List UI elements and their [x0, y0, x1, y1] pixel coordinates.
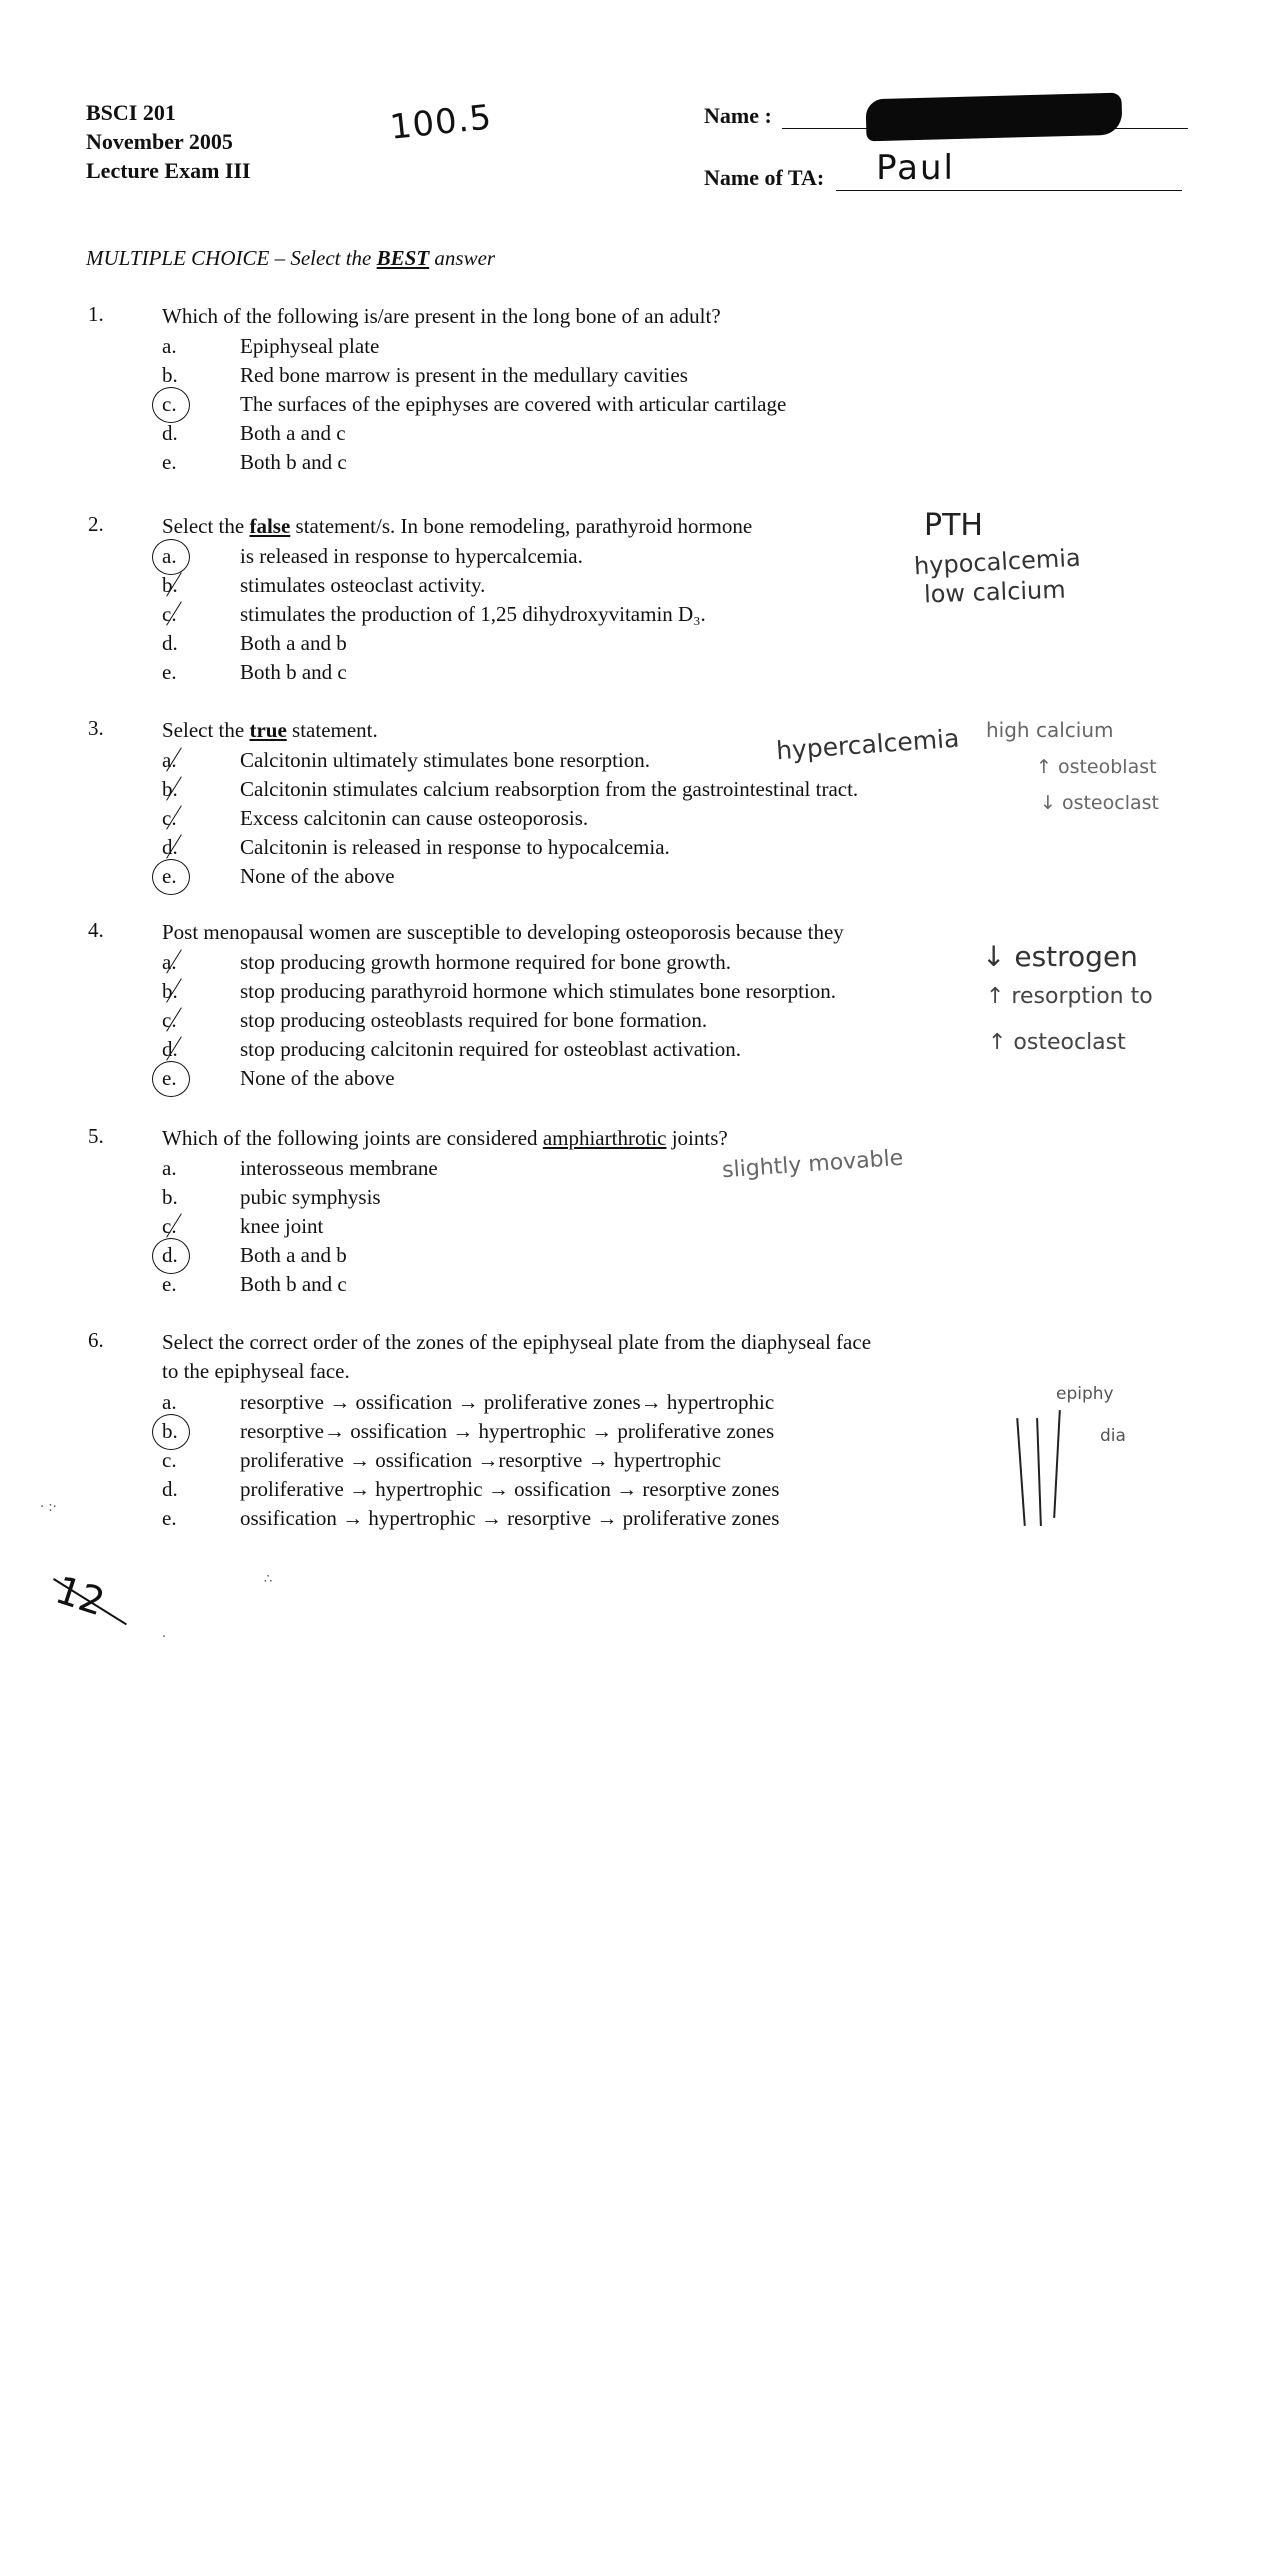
note-epiphy: epiphy — [1056, 1384, 1114, 1404]
note-slightly-movable: slightly movable — [721, 1145, 905, 1184]
handwritten-tally: 12 — [50, 1567, 110, 1625]
stem-text: Select the — [162, 718, 250, 742]
scan-speck: · — [162, 1630, 167, 1645]
option-text: resorptive→ ossification → hypertrophic → proliferative zones — [240, 1419, 775, 1443]
question-stem: Post menopausal women are susceptible to developing osteoporosis because they — [162, 920, 844, 944]
option-text: resorptive → ossification → proliferative zones→ hypertrophic — [240, 1390, 775, 1414]
option-letter-struck: d. — [162, 1035, 202, 1064]
stem-keyword: false — [249, 514, 291, 538]
option-letter-circled: e. — [162, 1064, 202, 1093]
option-text: Epiphyseal plate — [240, 334, 380, 358]
option-text: Calcitonin is released in response to hypocalcemia. — [240, 835, 670, 859]
option-text: proliferative → hypertrophic → ossification → resorptive zones — [240, 1477, 780, 1501]
question-stem — [162, 1124, 1042, 1153]
option-letter: a. — [162, 1390, 177, 1414]
option-text: Both b and c — [240, 660, 347, 684]
question-stem — [162, 1328, 1042, 1386]
option-letter: a. — [162, 1156, 177, 1180]
option-letter-circled: b. — [162, 1417, 202, 1446]
handwritten-marks — [1010, 1418, 1070, 1528]
option-letter-struck: a. — [162, 746, 202, 775]
course-code: BSCI 201 — [86, 100, 176, 125]
exam-date: November 2005 — [86, 129, 233, 154]
option-letter-struck: c. — [162, 600, 202, 629]
note-osteoclast-down: ↓ osteoclast — [1040, 792, 1159, 814]
stem-text: Select the — [162, 514, 250, 538]
option-text: Excess calcitonin can cause osteoporosis. — [240, 806, 589, 830]
option-text: Calcitonin stimulates calcium reabsorption from the gastrointestinal tract. — [240, 777, 859, 801]
stem-text: statement. — [286, 718, 378, 742]
option-text: Red bone marrow is present in the medullary cavities — [240, 363, 688, 387]
option-text: stop producing parathyroid hormone which stimulates bone resorption. — [240, 979, 837, 1003]
note-hypocalcemia: hypocalcemia — [913, 543, 1082, 581]
question-number: 3. — [88, 716, 104, 740]
option-text: Both a and b — [240, 631, 347, 655]
stem-text: statement/s. In bone remodeling, parathyroid hormone — [290, 514, 753, 538]
option-letter: a. — [162, 334, 177, 358]
option-letter-struck: b. — [162, 775, 202, 804]
stem-text: joints? — [666, 1126, 728, 1150]
option-text: is released in response to hypercalcemia. — [240, 544, 583, 568]
option-letter: e. — [162, 660, 177, 684]
instructions-suffix: answer — [429, 246, 496, 270]
option-letter: e. — [162, 450, 177, 474]
option-letter: b. — [162, 1185, 178, 1209]
note-hypercalcemia: hypercalcemia — [775, 723, 961, 766]
option-text: None of the above — [240, 1066, 395, 1090]
option-letter-circled: a. — [162, 542, 202, 571]
option-letter-struck: b. — [162, 571, 202, 600]
option-text: proliferative → ossification →resorptive → hypertrophic — [240, 1448, 722, 1472]
option-text: stimulates osteoclast activity. — [240, 573, 486, 597]
question-number: 6. — [88, 1328, 104, 1352]
option-letter-struck: a. — [162, 948, 202, 977]
option-text: Both a and b — [240, 1243, 347, 1267]
option-text: ossification → hypertrophic → resorptive → proliferative zones — [240, 1506, 780, 1530]
option-letter-struck: b. — [162, 977, 202, 1006]
instructions — [86, 246, 495, 271]
name-field[interactable] — [782, 98, 1188, 129]
option-letter: b. — [162, 363, 178, 387]
option-letter: e. — [162, 1272, 177, 1296]
option-text: stimulates the production of 1,25 dihydroxyvitamin D₃. — [240, 602, 706, 626]
handwritten-score: 100.5 — [388, 97, 494, 148]
option-letter-circled: e. — [162, 862, 202, 891]
question-number: 5. — [88, 1124, 104, 1148]
instructions-prefix: MULTIPLE CHOICE – Select the — [86, 246, 377, 270]
option-letter: c. — [162, 1448, 177, 1472]
option-letter: d. — [162, 1477, 178, 1501]
option-text: None of the above — [240, 864, 395, 888]
scan-speck: ∴ — [264, 1572, 273, 1587]
option-letter-struck: d. — [162, 833, 202, 862]
name-redaction — [865, 93, 1122, 142]
option-text: knee joint — [240, 1214, 324, 1238]
question-stem — [162, 512, 1042, 541]
option-text: stop producing calcitonin required for osteoblast activation. — [240, 1037, 741, 1061]
scan-speck: · :· — [40, 1500, 57, 1515]
ta-row — [704, 148, 1182, 191]
name-label: Name : — [704, 103, 772, 128]
option-letter: e. — [162, 1506, 177, 1530]
option-text: interosseous membrane — [240, 1156, 438, 1180]
option-text: The surfaces of the epiphyses are covered with articular cartilage — [240, 392, 787, 416]
option-text: stop producing osteoblasts required for bone formation. — [240, 1008, 708, 1032]
option-letter-circled: c. — [162, 390, 202, 419]
stem-line: Select the correct order of the zones of the epiphyseal plate from the diaphyseal face — [162, 1330, 872, 1354]
option-text: Both b and c — [240, 450, 347, 474]
note-osteoblast-up: ↑ osteoblast — [1036, 756, 1157, 778]
option-text: stop producing growth hormone required for bone growth. — [240, 950, 732, 974]
option-text: Both b and c — [240, 1272, 347, 1296]
instructions-best: BEST — [376, 246, 430, 270]
ta-field[interactable] — [836, 148, 1182, 191]
option-text: Both a and c — [240, 421, 346, 445]
note-pth: PTH — [924, 508, 983, 543]
option-letter: d. — [162, 421, 178, 445]
name-row — [704, 98, 1188, 129]
option-letter-struck: c. — [162, 1006, 202, 1035]
exam-title: Lecture Exam III — [86, 158, 251, 183]
option-letter-struck: c. — [162, 1212, 202, 1241]
option-text: Calcitonin ultimately stimulates bone resorption. — [240, 748, 651, 772]
note-high-calcium: high calcium — [986, 718, 1114, 742]
stem-text: Which of the following joints are considered — [162, 1126, 543, 1150]
course-info — [86, 98, 251, 185]
note-estrogen: ↓ estrogen — [982, 940, 1138, 973]
stem-line: to the epiphyseal face. — [162, 1359, 350, 1383]
option-letter-struck: c. — [162, 804, 202, 833]
option-text: pubic symphysis — [240, 1185, 381, 1209]
note-osteoclast: ↑ osteoclast — [988, 1030, 1126, 1055]
ta-name: Paul — [876, 148, 955, 188]
question-number: 2. — [88, 512, 104, 536]
option-letter-circled: d. — [162, 1241, 202, 1270]
question-stem: Which of the following is/are present in the long bone of an adult? — [162, 304, 721, 328]
option-letter: d. — [162, 631, 178, 655]
note-low-calcium: low calcium — [923, 575, 1067, 609]
note-resorption: ↑ resorption to — [986, 984, 1153, 1009]
question-number: 4. — [88, 918, 104, 942]
stem-keyword: true — [249, 718, 287, 742]
question-number: 1. — [88, 302, 104, 326]
ta-label: Name of TA: — [704, 165, 825, 190]
note-dia: dia — [1100, 1426, 1126, 1446]
stem-underlined: amphiarthrotic — [542, 1126, 667, 1150]
